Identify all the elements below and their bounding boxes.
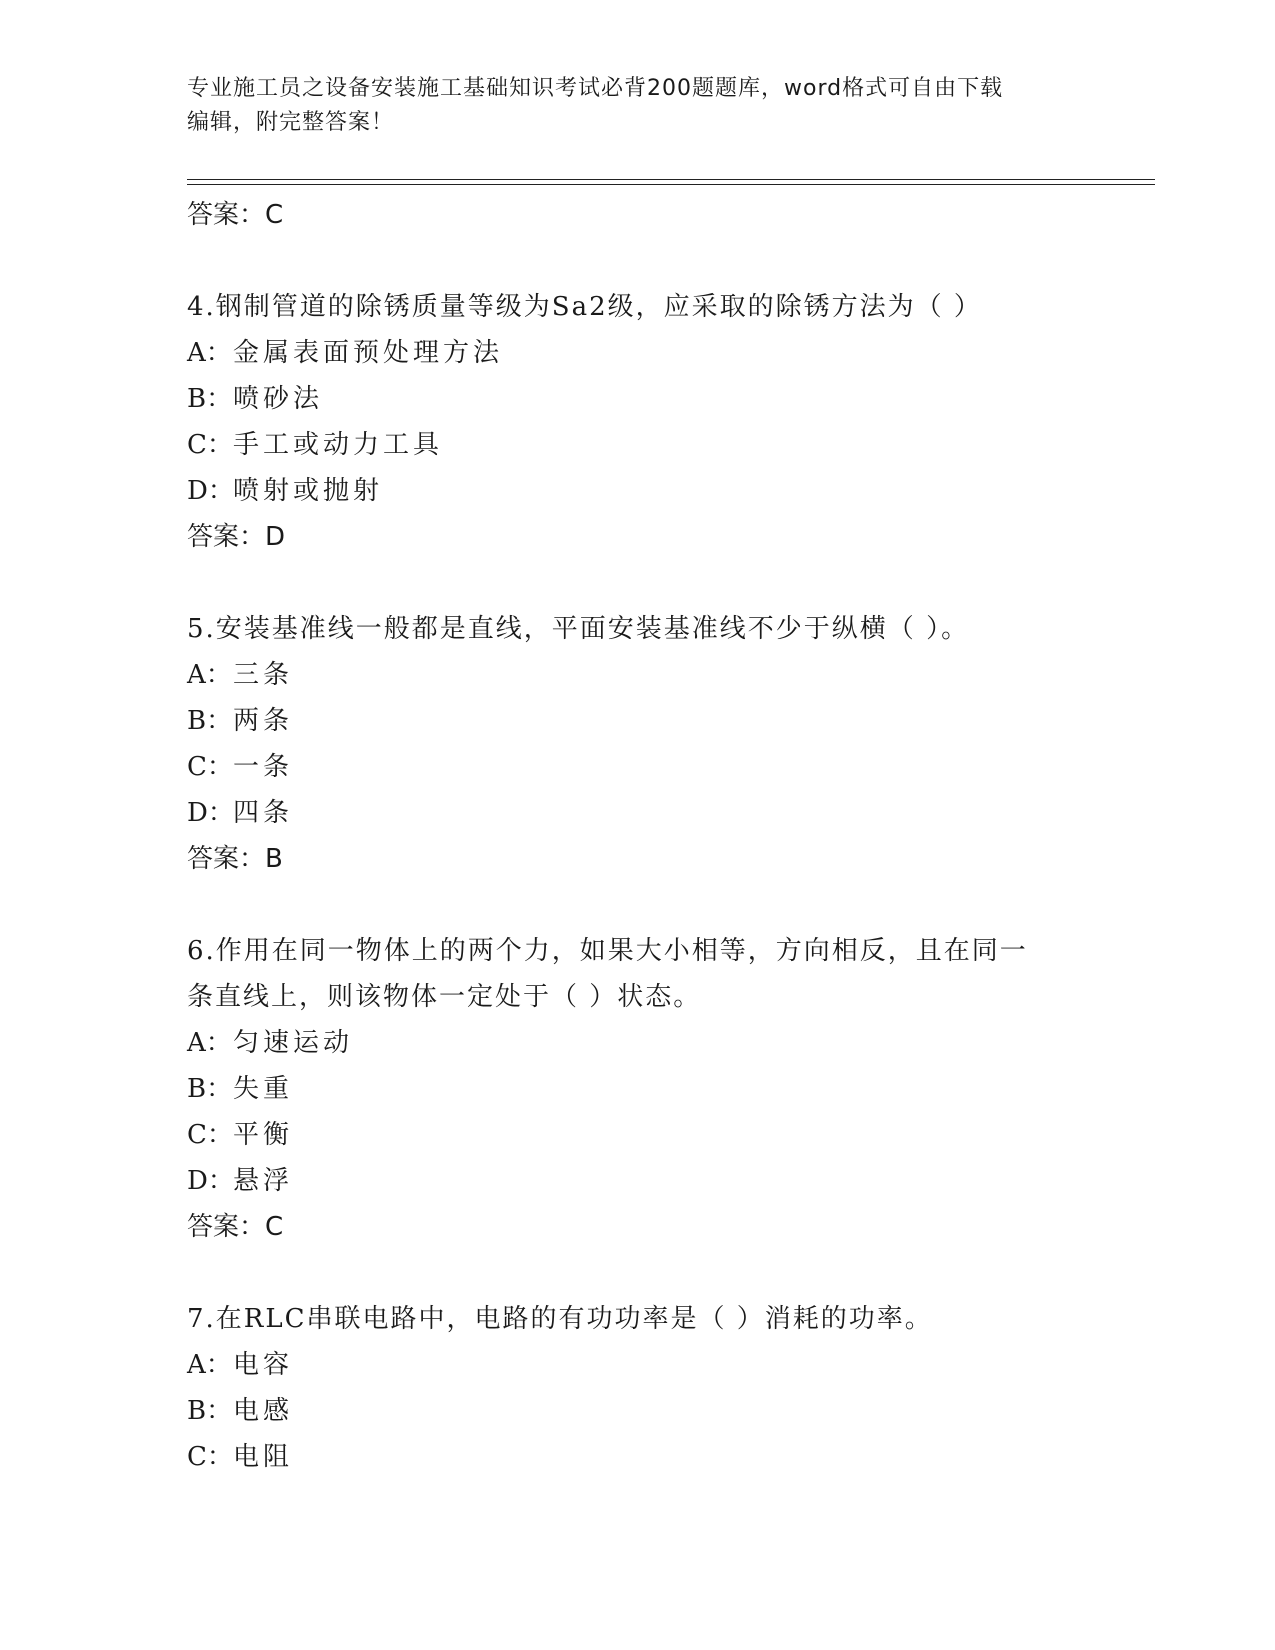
option-label: C： bbox=[187, 430, 233, 460]
question-item bbox=[187, 284, 1087, 560]
option-label: B： bbox=[187, 706, 233, 736]
option-d bbox=[187, 468, 1087, 514]
option-text: 金属表面预处理方法 bbox=[233, 338, 504, 368]
option-label: B： bbox=[187, 1396, 233, 1426]
option-text: 平衡 bbox=[233, 1120, 294, 1150]
option-text: 喷射或抛射 bbox=[233, 476, 384, 506]
option-a bbox=[187, 1342, 1087, 1388]
answer-text: 答案：D bbox=[187, 522, 286, 552]
question-text-line-2: 条直线上，则该物体一定处于（ ）状态。 bbox=[187, 982, 702, 1012]
answer-text: 答案：C bbox=[187, 200, 284, 230]
option-c bbox=[187, 1112, 1087, 1158]
option-d bbox=[187, 790, 1087, 836]
option-label: C： bbox=[187, 1442, 233, 1472]
option-text: 电阻 bbox=[233, 1442, 294, 1472]
option-label: A： bbox=[187, 660, 232, 690]
header-line-1: 专业施工员之设备安装施工基础知识考试必背200题题库，word格式可自由下载 bbox=[187, 76, 1004, 101]
option-b bbox=[187, 376, 1087, 422]
question-text: 7.在RLC串联电路中，电路的有功功率是（ ）消耗的功率。 bbox=[187, 1304, 933, 1334]
option-label: D： bbox=[187, 798, 234, 828]
option-b bbox=[187, 1388, 1087, 1434]
option-label: A： bbox=[187, 1028, 232, 1058]
option-label: D： bbox=[187, 476, 234, 506]
question-item bbox=[187, 606, 1087, 882]
header-divider-top bbox=[187, 179, 1155, 180]
option-c bbox=[187, 744, 1087, 790]
option-d bbox=[187, 1158, 1087, 1204]
option-b bbox=[187, 698, 1087, 744]
option-a bbox=[187, 1020, 1087, 1066]
option-c bbox=[187, 1434, 1087, 1480]
option-text: 四条 bbox=[233, 798, 294, 828]
question-list bbox=[187, 192, 1087, 1480]
option-label: B： bbox=[187, 1074, 233, 1104]
option-text: 匀速运动 bbox=[233, 1028, 354, 1058]
option-label: A： bbox=[187, 1350, 232, 1380]
option-label: B： bbox=[187, 384, 233, 414]
question-text: 4.钢制管道的除锈质量等级为Sa2级，应采取的除锈方法为（ ） bbox=[187, 292, 982, 322]
question-text-line-1: 6.作用在同一物体上的两个力，如果大小相等，方向相反，且在同一 bbox=[187, 936, 1028, 966]
option-text: 电感 bbox=[233, 1396, 294, 1426]
question-item bbox=[187, 1296, 1087, 1480]
option-b bbox=[187, 1066, 1087, 1112]
option-text: 一条 bbox=[233, 752, 294, 782]
option-text: 电容 bbox=[233, 1350, 294, 1380]
header-line-2: 编辑，附完整答案！ bbox=[187, 110, 395, 135]
header-divider-bottom bbox=[187, 184, 1155, 185]
option-text: 三条 bbox=[233, 660, 294, 690]
option-text: 悬浮 bbox=[233, 1166, 294, 1196]
option-a bbox=[187, 652, 1087, 698]
question-text: 5.安装基准线一般都是直线，平面安装基准线不少于纵横（ ）。 bbox=[187, 614, 970, 644]
question-item bbox=[187, 928, 1087, 1250]
option-text: 失重 bbox=[233, 1074, 294, 1104]
option-a bbox=[187, 330, 1087, 376]
option-text: 两条 bbox=[233, 706, 294, 736]
option-label: C： bbox=[187, 752, 233, 782]
option-label: C： bbox=[187, 1120, 233, 1150]
answer-text: 答案：C bbox=[187, 1212, 284, 1242]
option-text: 喷砂法 bbox=[233, 384, 324, 414]
answer-text: 答案：B bbox=[187, 844, 283, 874]
option-label: A： bbox=[187, 338, 232, 368]
document-header bbox=[187, 72, 1067, 140]
option-c bbox=[187, 422, 1087, 468]
option-label: D： bbox=[187, 1166, 234, 1196]
option-text: 手工或动力工具 bbox=[233, 430, 444, 460]
